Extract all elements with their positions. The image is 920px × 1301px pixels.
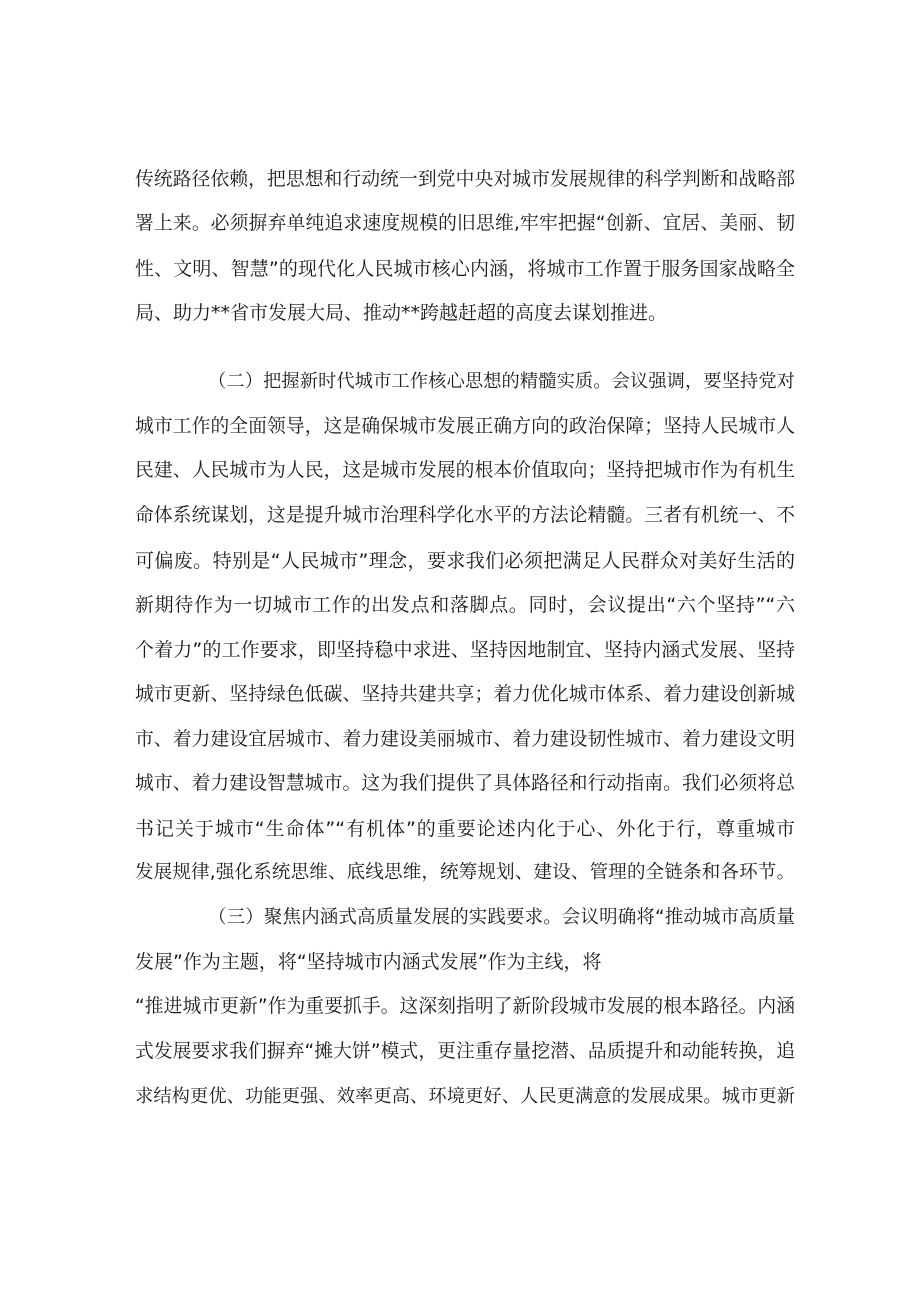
paragraph-3-line-4: 式发展要求我们摒弃“摊大饼”模式，更注重存量挖潜、品质提升和动能转换，追 [135,1041,795,1062]
paragraph-3-line-2: 发展”作为主题，将“坚持城市内涵式发展”作为主线，将 [135,951,602,973]
paragraph-1-line-3: 性、文明、智慧”的现代化人民城市核心内涵，将城市工作置于服务国家战略全 [135,258,795,280]
paragraph-2-line-4: 命体系统谋划，这是提升城市治理科学化水平的方法论精髓。三者有机统一、不 [135,505,795,526]
paragraph-2-line-6: 新期待作为一切城市工作的出发点和落脚点。同时，会议提出“六个坚持”“六 [135,594,795,616]
paragraph-3-line-1: （三）聚焦内涵式高质量发展的实践要求。会议明确将“推动城市高质量 [208,907,795,928]
paragraph-2-line-2: 城市工作的全面领导，这是确保城市发展正确方向的政治保障；坚持人民城市人 [135,416,795,437]
paragraph-2-line-8: 城市更新、坚持绿色低碳、坚持共建共享；着力优化城市体系、着力建设创新城 [135,684,795,705]
paragraph-2-line-5: 可偏废。特别是“人民城市”理念，要求我们必须把满足人民群众对美好生活的 [135,550,795,572]
paragraph-2-line-7: 个着力”的工作要求，即坚持稳中求进、坚持因地制宜、坚持内涵式发展、坚持 [135,639,795,661]
paragraph-2-line-10: 城市、着力建设智慧城市。这为我们提供了具体路径和行动指南。我们必须将总 [135,773,795,794]
paragraph-1-line-2: 署上来。必须摒弃单纯追求速度规模的旧思维,牢牢把握“创新、宜居、美丽、韧 [135,213,795,234]
paragraph-3-line-3: “推进城市更新”作为重要抓手。这深刻指明了新阶段城市发展的根本路径。内涵 [135,996,795,1017]
paragraph-3-line-5: 求结构更优、功能更强、效率更高、环境更好、人民更满意的发展成果。城市更新 [135,1086,795,1107]
paragraph-2-line-3: 民建、人民城市为人民，这是城市发展的根本价值取向；坚持把城市作为有机生 [135,460,795,481]
paragraph-2-line-12: 发展规律,强化系统思维、底线思维，统筹规划、建设、管理的全链条和各环节。 [135,862,795,883]
paragraph-2-line-1: （二）把握新时代城市工作核心思想的精髓实质。会议强调，要坚持党对 [208,371,795,392]
paragraph-2-line-9: 市、着力建设宜居城市、着力建设美丽城市、着力建设韧性城市、着力建设文明 [135,729,795,750]
paragraph-2-line-11: 书记关于城市“生命体”“有机体”的重要论述内化于心、外化于行，尊重城市 [135,818,795,840]
paragraph-1-line-1: 传统路径依赖，把思想和行动统一到党中央对城市发展规律的科学判断和战略部 [135,169,795,190]
paragraph-1-line-4: 局、助力**省市发展大局、推动**跨越赶超的高度去谋划推进。 [135,302,668,324]
